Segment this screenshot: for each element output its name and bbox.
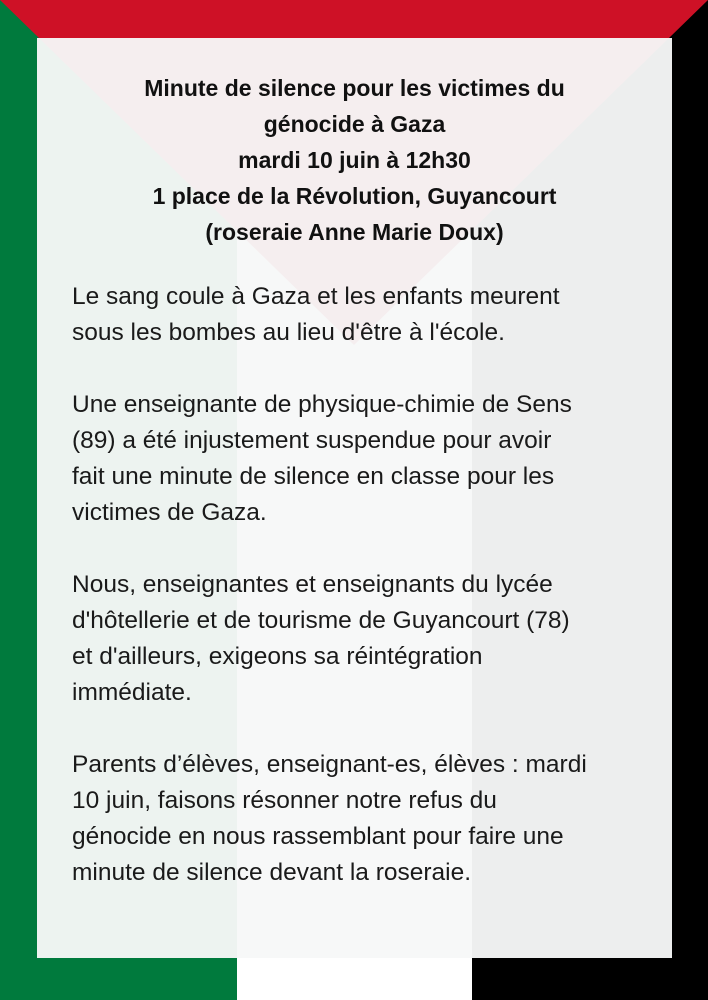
paragraph (72, 747, 662, 891)
text-line: Parents d’élèves, enseignant-es, élèves : mardi (72, 751, 587, 778)
text-line: fait une minute de silence en classe pour les (72, 463, 555, 490)
text-line: Nous, enseignantes et enseignants du lycée (72, 571, 553, 598)
paragraph (72, 387, 662, 531)
title-line: génocide à Gaza (263, 111, 446, 137)
event-address: 1 place de la Révolution, Guyancourt (152, 183, 557, 209)
text-line: sous les bombes au lieu d'être à l'école. (72, 319, 505, 346)
title-line: Minute de silence pour les victimes du (144, 75, 565, 101)
text-line: (89) a été injustement suspendue pour avoir (72, 427, 552, 454)
text-line: 10 juin, faisons résonner notre refus du (72, 787, 497, 814)
body-text (72, 279, 662, 927)
text-line: et d'ailleurs, exigeons sa réintégration (72, 643, 483, 670)
event-location-note: (roseraie Anne Marie Doux) (205, 219, 504, 245)
text-line: immédiate. (72, 679, 192, 706)
text-line: d'hôtellerie et de tourisme de Guyancourt (78) (72, 607, 570, 634)
text-line: minute de silence devant la roseraie. (72, 859, 472, 886)
event-title (37, 70, 672, 250)
paragraph (72, 279, 662, 351)
text-line: génocide en nous rassemblant pour faire une (72, 823, 564, 850)
text-line: Une enseignante de physique-chimie de Sens (72, 391, 572, 418)
paragraph (72, 567, 662, 711)
text-line: victimes de Gaza. (72, 499, 267, 526)
event-date: mardi 10 juin à 12h30 (238, 147, 471, 173)
text-line: Le sang coule à Gaza et les enfants meurent (72, 283, 560, 310)
